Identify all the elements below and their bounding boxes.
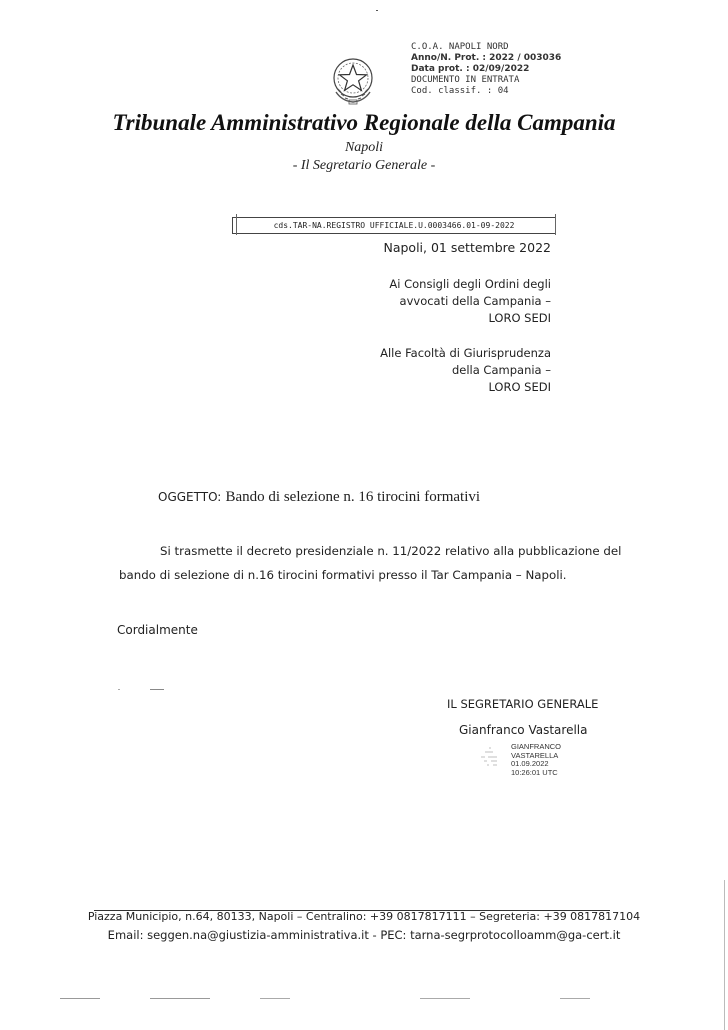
digital-signature-line: 10:26:01 UTC (511, 767, 558, 777)
digital-signature-mark-icon (475, 745, 505, 771)
protocol-line: Anno/N. Prot. : 2022 / 003036 (411, 53, 562, 63)
recipient-line: LORO SEDI (488, 311, 551, 325)
recipient-line: avvocati della Campania – (399, 294, 551, 308)
scan-speck (150, 689, 164, 690)
digital-signature-line: GIANFRANCO (511, 742, 562, 751)
recipient-block (389, 276, 551, 327)
signatory-role: IL SEGRETARIO GENERALE (447, 697, 599, 711)
closing-greeting: Cordialmente (117, 623, 198, 637)
scan-speck (560, 998, 590, 999)
letter-date: Napoli, 01 settembre 2022 (383, 240, 551, 255)
office-title: - Il Segretario Generale - (292, 158, 436, 173)
protocol-line: C.O.A. NAPOLI NORD (411, 42, 509, 52)
protocol-line: DOCUMENTO IN ENTRATA (411, 75, 520, 85)
scan-speck (150, 998, 210, 999)
court-title: Tribunale Amministrativo Regionale della Campania (112, 110, 616, 135)
footer-address: Piazza Municipio, n.64, 80133, Napoli – Centralino: +39 0817817111 – Segreteria: +39 0817817104 (87, 910, 641, 923)
subject-label: OGGETTO: (158, 490, 222, 504)
scan-speck (376, 10, 378, 11)
republic-emblem-icon (330, 54, 376, 106)
body-text-line: Si trasmette il decreto presidenziale n. 11/2022 relativo alla pubblicazione del (160, 544, 622, 558)
digital-signature-line: 01.09.2022 (511, 759, 549, 768)
recipient-line: Alle Facoltà di Giurisprudenza (380, 346, 551, 360)
recipient-line: Ai Consigli degli Ordini degli (389, 277, 551, 291)
subject-text: Bando di selezione n. 16 tirocini formativi (225, 489, 481, 505)
protocol-line: Data prot. : 02/09/2022 (411, 64, 530, 74)
body-text-line: bando di selezione di n.16 tirocini formativi presso il Tar Campania – Napoli. (119, 568, 567, 582)
registry-stamp: cds.TAR-NA.REGISTRO UFFICIALE.U.0003466.01-09-2022 (232, 217, 556, 234)
recipient-block (380, 345, 551, 396)
digital-signature-line: VASTARELLA (511, 750, 559, 760)
recipient-line: della Campania – (451, 363, 551, 377)
protocol-stamp (411, 42, 561, 97)
scan-speck (118, 689, 120, 690)
recipient-line: LORO SEDI (488, 380, 551, 394)
scan-speck (60, 998, 100, 999)
scan-speck (420, 998, 470, 999)
signatory-name: Gianfranco Vastarella (459, 723, 588, 737)
scan-speck (260, 998, 290, 999)
scan-edge (724, 880, 725, 1030)
protocol-line: Cod. classif. : 04 (411, 86, 509, 96)
footer-contacts: Email: seggen.na@giustizia-amministrativa.it - PEC: tarna-segrprotocolloamm@ga-cert.it (107, 928, 621, 942)
subject-line (158, 489, 480, 506)
digital-signature-info (511, 743, 561, 777)
court-city: Napoli (344, 140, 384, 155)
